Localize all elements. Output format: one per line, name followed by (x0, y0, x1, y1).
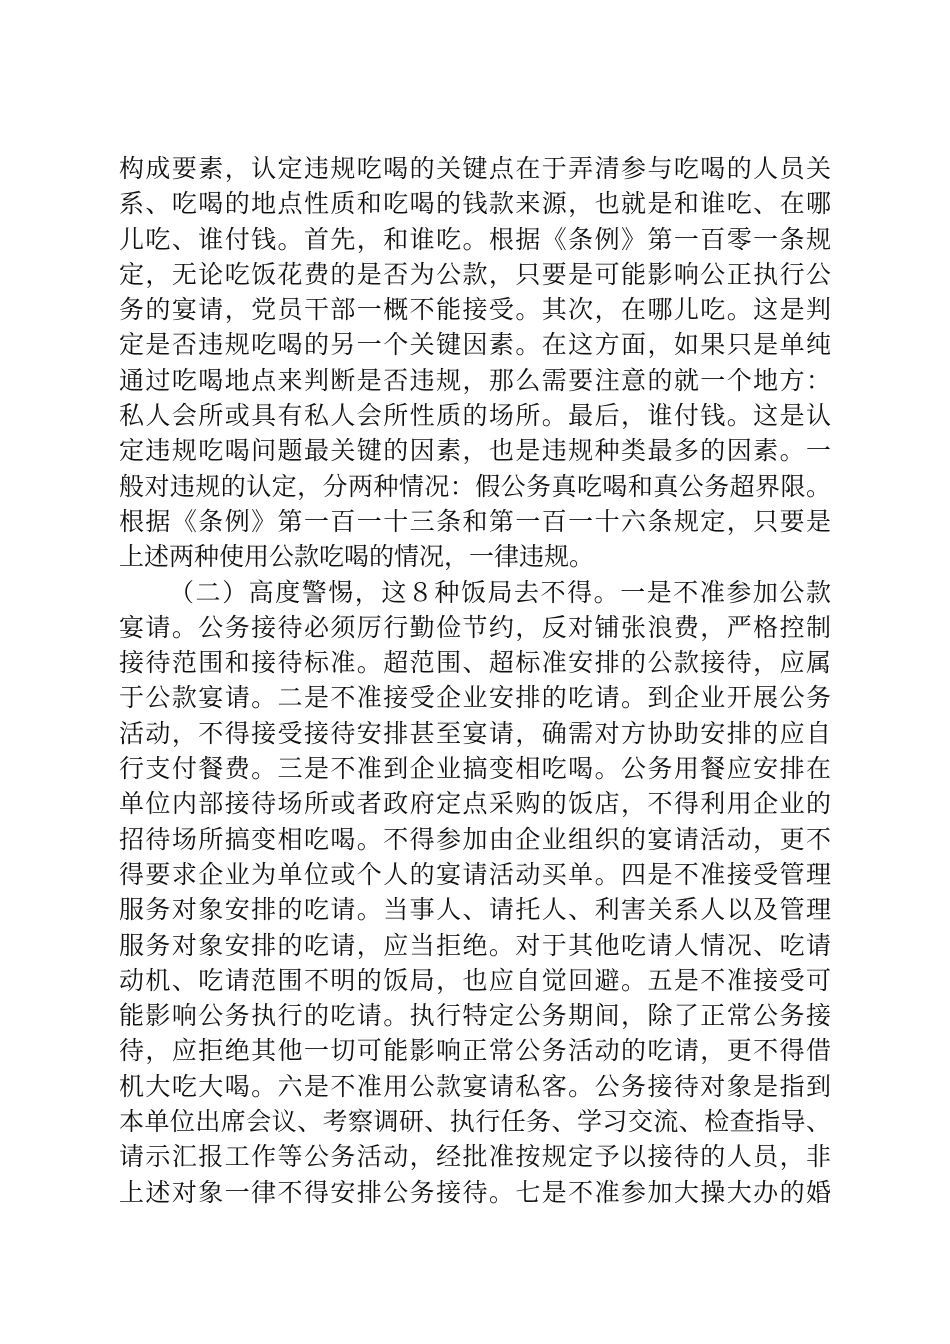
text-line: 定，无论吃饭花费的是否为公款，只要是可能影响公正执行公 (119, 259, 831, 289)
text-line: 构成要素，认定违规吃喝的关键点在于弄清参与吃喝的人员关 (119, 154, 831, 183)
text-line: 行支付餐费。三是不准到企业搞变相吃喝。公务用餐应安排在 (119, 754, 831, 784)
text-line: 通过吃喝地点来判断是否违规，那么需要注意的就一个地方： (119, 365, 831, 395)
text-line: 机大吃大喝。六是不准用公款宴请私客。公务接待对象是指到 (119, 1071, 831, 1101)
text-line: 定违规吃喝问题最关键的因素，也是违规种类最多的因素。一 (119, 436, 831, 466)
section-heading-line: （二）高度警惕，这８种饭局去不得。一是不准参加公款 (169, 577, 831, 607)
text-line: 般对违规的认定，分两种情况：假公务真吃喝和真公务超界限。 (119, 471, 831, 501)
text-line: 私人会所或具有私人会所性质的场所。最后，谁付钱。这是认 (119, 401, 831, 431)
text-line: 上述两种使用公款吃喝的情况，一律违规。 (119, 542, 595, 572)
text-line: 请示汇报工作等公务活动，经批准按规定予以接待的人员，非 (119, 1142, 831, 1172)
text-line: 动机、吃请范围不明的饭局，也应自觉回避。五是不准接受可 (119, 965, 831, 995)
text-line: 宴请。公务接待必须厉行勤俭节约，反对铺张浪费，严格控制 (119, 612, 831, 642)
text-line: 单位内部接待场所或者政府定点采购的饭店，不得利用企业的 (119, 789, 831, 819)
text-line: 根据《条例》第一百一十三条和第一百一十六条规定，只要是 (119, 506, 831, 536)
text-line: 系、吃喝的地点性质和吃喝的钱款来源，也就是和谁吃、在哪 (119, 189, 831, 219)
text-line: 本单位出席会议、考察调研、执行任务、学习交流、检查指导、 (119, 1107, 831, 1137)
text-line: 活动，不得接受接待安排甚至宴请，确需对方协助安排的应自 (119, 718, 831, 748)
text-line: 招待场所搞变相吃喝。不得参加由企业组织的宴请活动，更不 (119, 824, 831, 854)
text-line: 定是否违规吃喝的另一个关键因素。在这方面，如果只是单纯 (119, 330, 831, 360)
text-line: 待，应拒绝其他一切可能影响正常公务活动的吃请，更不得借 (119, 1036, 831, 1066)
text-line: 务的宴请，党员干部一概不能接受。其次，在哪儿吃。这是判 (119, 295, 831, 325)
text-line: 能影响公务执行的吃请。执行特定公务期间，除了正常公务接 (119, 1001, 831, 1031)
text-line: 服务对象安排的吃请。当事人、请托人、利害关系人以及管理 (119, 895, 831, 925)
text-line: 上述对象一律不得安排公务接待。七是不准参加大操大办的婚 (119, 1177, 831, 1207)
text-line: 服务对象安排的吃请，应当拒绝。对于其他吃请人情况、吃请 (119, 930, 831, 960)
text-line: 于公款宴请。二是不准接受企业安排的吃请。到企业开展公务 (119, 683, 831, 713)
text-line: 得要求企业为单位或个人的宴请活动买单。四是不准接受管理 (119, 859, 831, 889)
text-line: 接待范围和接待标准。超范围、超标准安排的公款接待，应属 (119, 648, 831, 678)
body-text (119, 151, 831, 1210)
text-line: 儿吃、谁付钱。首先，和谁吃。根据《条例》第一百零一条规 (119, 224, 831, 254)
